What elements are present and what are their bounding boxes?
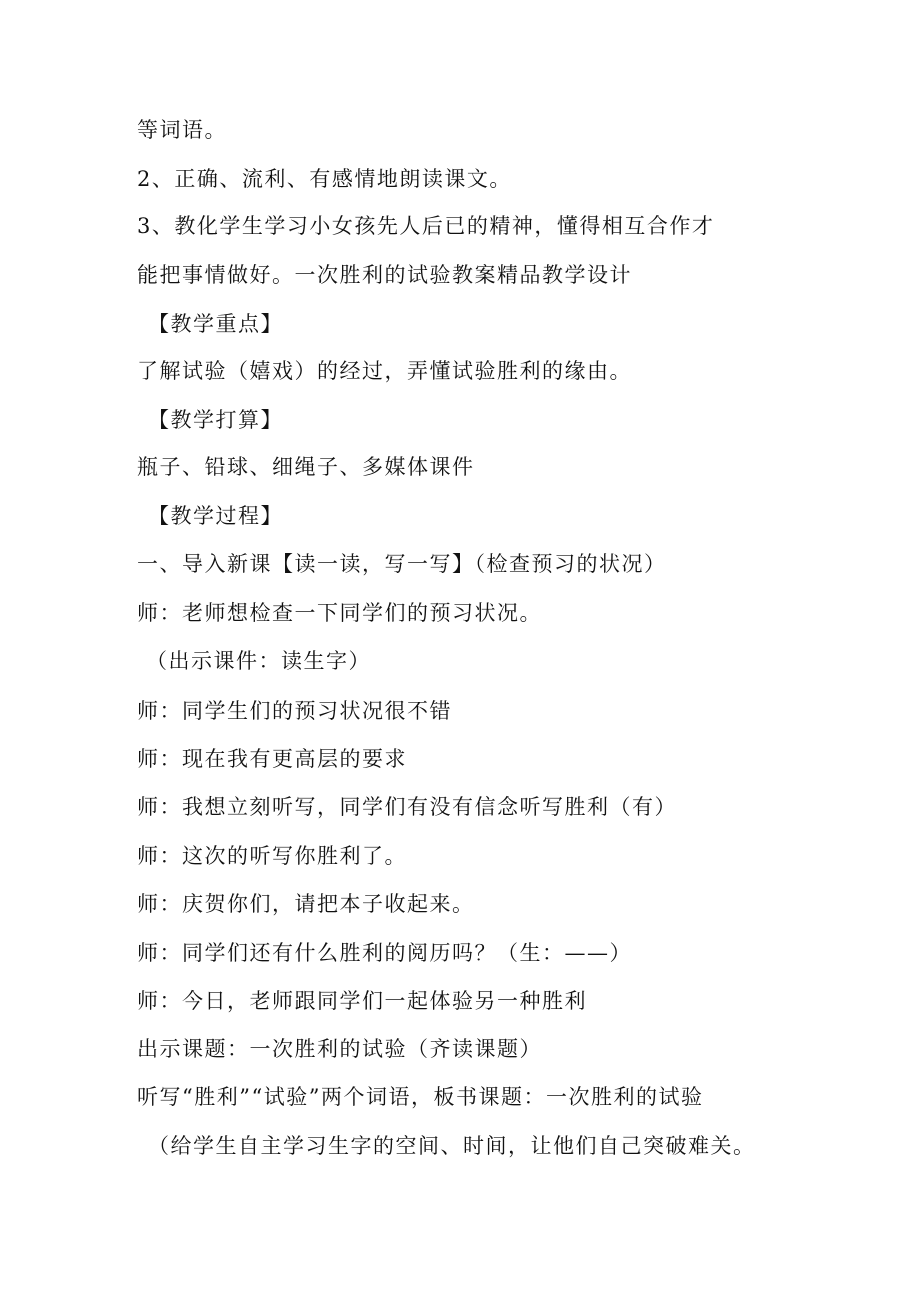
text-line-10: 一、导入新课【读一读，写一写】（检查预习的状况） [137, 552, 667, 576]
text-line-8: 瓶子、铅球、细绳子、多媒体课件 [137, 455, 475, 479]
text-line-13: 师：同学生们的预习状况很不错 [137, 699, 452, 723]
text-line-1: 等词语。 [137, 118, 227, 142]
text-line-11: 师：老师想检查一下同学们的预习状况。 [137, 601, 542, 625]
text-line-19: 师：今日，老师跟同学们一起体验另一种胜利 [137, 989, 587, 1013]
text-line-3: 3、教化学生学习小女孩先人后已的精神，懂得相互合作才 [137, 214, 715, 238]
text-line-21: 听写“胜利”“试验”两个词语，板书课题：一次胜利的试验 [137, 1085, 704, 1109]
section-heading-preparation: 【教学打算】 [148, 408, 283, 432]
text-line-6: 了解试验（嬉戏）的经过，弄懂试验胜利的缘由。 [137, 359, 632, 383]
text-line-20: 出示课题：一次胜利的试验（齐读课题） [137, 1037, 542, 1061]
text-line-4: 能把事情做好。一次胜利的试验教案精品教学设计 [137, 263, 632, 287]
text-line-2: 2、正确、流利、有感情地朗读课文。 [137, 167, 512, 191]
text-line-16: 师：这次的听写你胜利了。 [137, 844, 407, 868]
text-line-18: 师：同学们还有什么胜利的阅历吗？（生：——） [137, 941, 632, 965]
text-line-22: （给学生自主学习生字的空间、时间，让他们自己突破难关。 [148, 1134, 756, 1158]
text-line-14: 师：现在我有更高层的要求 [137, 747, 407, 771]
section-heading-process: 【教学过程】 [148, 504, 283, 528]
text-line-17: 师：庆贺你们，请把本子收起来。 [137, 892, 475, 916]
text-line-12: （出示课件：读生字） [146, 649, 371, 673]
section-heading-key-points: 【教学重点】 [148, 312, 283, 336]
text-line-15: 师：我想立刻听写，同学们有没有信念听写胜利（有） [137, 795, 677, 819]
